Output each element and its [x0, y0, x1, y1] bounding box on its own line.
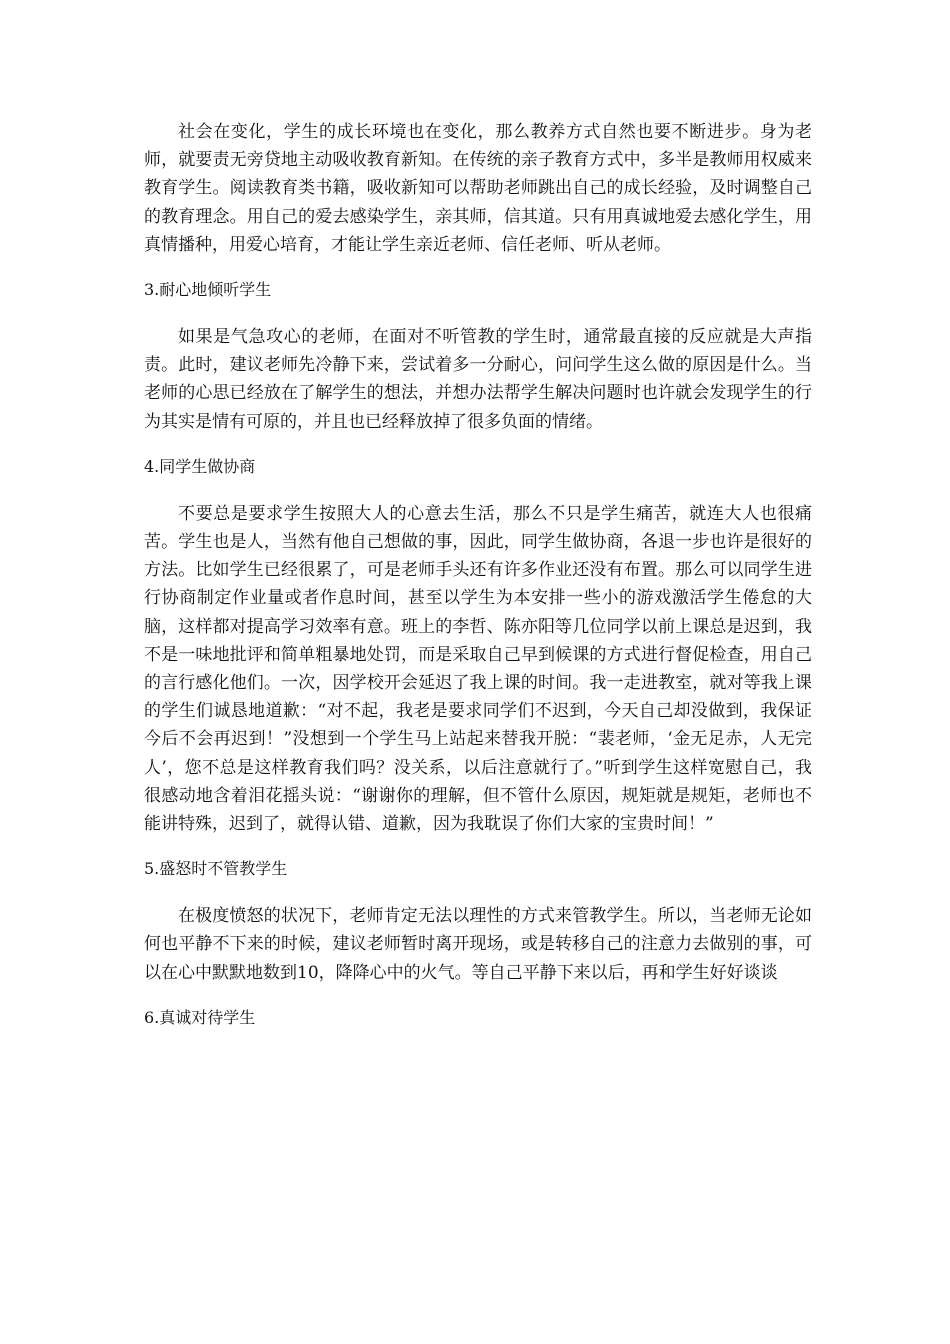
- section-heading-3: 3.耐心地倾听学生: [144, 280, 272, 300]
- document-page: [144, 118, 812, 1031]
- section-heading-6: 6.真诚对待学生: [144, 1007, 256, 1027]
- section-paragraph-3: 如果是气急攻心的老师，在面对不听管教的学生时，通常最直接的反应就是大声指责。此时，建议老师先冷静下来，尝试着多一分耐心，问问学生这么做的原因是什么。当老师的心思已经放在了解学生的想法，并想办法帮学生解决问题时也许就会发现学生的行为其实是情有可原的，并且也已经释放掉了很多负面的情绪。: [144, 327, 812, 432]
- section-heading-4: 4.同学生做协商: [144, 456, 256, 476]
- section-heading-5: 5.盛怒时不管教学生: [144, 859, 288, 879]
- intro-paragraph: 社会在变化，学生的成长环境也在变化，那么教养方式自然也要不断进步。身为老师，就要责无旁贷地主动吸收教育新知。在传统的亲子教育方式中，多半是教师用权威来教育学生。阅读教育类书籍，吸收新知可以帮助老师跳出自己的成长经验，及时调整自己的教育理念。用自己的爱去感染学生，亲其师，信其道。只有用真诚地爱去感化学生，用真情播种，用爱心培育，才能让学生亲近老师、信任老师、听从老师。: [144, 122, 812, 255]
- section-paragraph-5: 在极度愤怒的状况下，老师肯定无法以理性的方式来管教学生。所以，当老师无论如何也平静不下来的时候，建议老师暂时离开现场，或是转移自己的注意力去做别的事，可以在心中默默地数到10，降降心中的火气。等自己平静下来以后，再和学生好好谈谈: [144, 906, 812, 983]
- section-paragraph-4: 不要总是要求学生按照大人的心意去生活，那么不只是学生痛苦，就连大人也很痛苦。学生也是人，当然有他自己想做的事，因此，同学生做协商，各退一步也许是很好的方法。比如学生已经很累了，可是老师手头还有许多作业还没有布置。那么可以同学生进行协商制定作业量或者作息时间，甚至以学生为本安排一些小的游戏激活学生倦怠的大脑，这样都对提高学习效率有意。班上的李哲、陈亦阳等几位同学以前上课总是迟到，我不是一味地批评和简单粗暴地处罚，而是采取自己早到候课的方式进行督促检查，用自己的言行感化他们。一次，因学校开会延迟了我上课的时间。我一走进教室，就对等我上课的学生们诚恳地道歉：“对不起，我老是要求同学们不迟到，今天自己却没做到，我保证今后不会再迟到！”没想到一个学生马上站起来替我开脱：“裴老师，‘金无足赤，人无完人’，您不总是这样教育我们吗？没关系，以后注意就行了。”听到学生这样宽慰自己，我很感动地含着泪花摇头说：“谢谢你的理解，但不管什么原因，规矩就是规矩，老师也不能讲特殊，迟到了，就得认错、道歉，因为我耽误了你们大家的宝贵时间！”: [144, 503, 812, 835]
